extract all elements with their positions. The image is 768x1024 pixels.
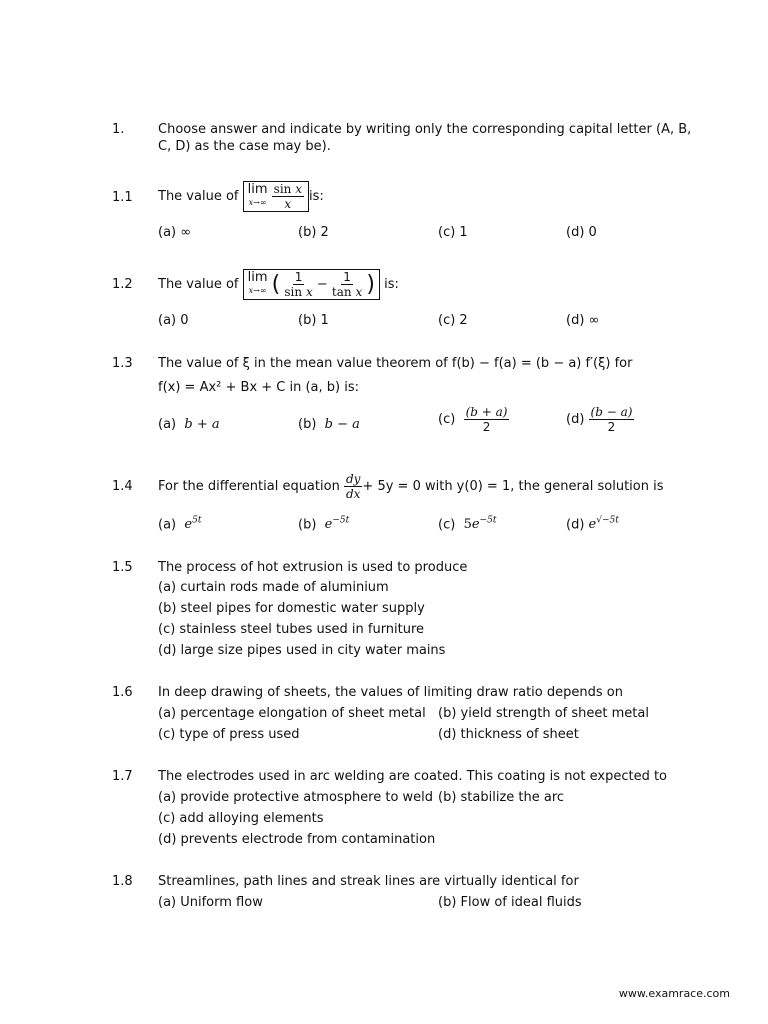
q1-1-option-a: (a) ∞ (158, 225, 192, 240)
q1-8-option-b: (b) Flow of ideal fluids (438, 895, 582, 910)
q1-1-option-b: (b) 2 (298, 225, 329, 240)
footer-website: www.examrace.com (618, 987, 730, 1000)
q1-5-option-a: (a) curtain rods made of aluminium (158, 580, 389, 595)
q1-number: 1. (112, 122, 125, 137)
q1-1-prefix: The value of (158, 188, 239, 204)
q1-3-line1: The value of ξ in the mean value theorem of f(b) − f(a) = (b − a) f′(ξ) for (158, 356, 633, 371)
q1-7-option-c: (c) add alloying elements (158, 811, 324, 826)
q1-6-text: In deep drawing of sheets, the values of limiting draw ratio depends on (158, 685, 623, 700)
q1-5-option-d: (d) large size pipes used in city water mains (158, 643, 446, 658)
q1-2-number: 1.2 (112, 277, 133, 292)
q1-text-line2: C, D) as the case may be). (158, 139, 331, 154)
q1-2-suffix: is: (384, 276, 399, 292)
q1-4-derivative: $\frac{dy}{dx}$ (345, 471, 361, 501)
q1-4-option-b: (b) $e^{-5t}$ (298, 516, 350, 533)
q1-4-prefix: For the differential equation (158, 478, 340, 494)
q1-1-stem (158, 176, 324, 216)
q1-3-line2: f(x) = Ax² + Bx + C in (a, b) is: (158, 380, 360, 395)
q1-2-limit-expression: lim x→∞ ( $\frac{1}{\text{sin x}}$ − $\frac{1}{\text{tan x}}$ ) (243, 269, 380, 300)
q1-6-option-b: (b) yield strength of sheet metal (438, 706, 649, 721)
q1-4-number: 1.4 (112, 479, 133, 494)
q1-7-option-b: (b) stabilize the arc (438, 790, 565, 805)
q1-2-stem (158, 264, 399, 304)
q1-3-option-a: (a) b + a (158, 417, 220, 432)
q1-8-number: 1.8 (112, 874, 133, 889)
q1-3-option-c: (c) $\frac{(b + a)}{2}$ (438, 405, 508, 434)
q1-1-number: 1.1 (112, 190, 133, 205)
q1-8-text: Streamlines, path lines and streak lines are virtually identical for (158, 874, 579, 889)
q1-5-number: 1.5 (112, 560, 133, 575)
q1-2-prefix: The value of (158, 276, 239, 292)
q1-5-option-c: (c) stainless steel tubes used in furniture (158, 622, 425, 637)
q1-2-option-b: (b) 1 (298, 313, 329, 328)
q1-6-option-d: (d) thickness of sheet (438, 727, 579, 742)
q1-5-text: The process of hot extrusion is used to produce (158, 560, 468, 575)
q1-1-option-d: (d) 0 (566, 225, 597, 240)
q1-3-option-b: (b) b − a (298, 417, 360, 432)
q1-1-limit-expression: lim x→∞ $\frac{\text{sin x}}{x}$ (243, 181, 309, 212)
q1-1-suffix: is: (308, 188, 324, 204)
q1-6-number: 1.6 (112, 685, 133, 700)
q1-4-stem (158, 468, 664, 504)
q1-8-option-a: (a) Uniform flow (158, 895, 263, 910)
q1-6-option-a: (a) percentage elongation of sheet metal (158, 706, 426, 721)
q1-4-option-c: (c) $5e^{-5t}$ (438, 516, 497, 533)
q1-text-line1: Choose answer and indicate by writing only the corresponding capital letter (A, B, (158, 122, 692, 137)
q1-5-option-b: (b) steel pipes for domestic water supply (158, 601, 425, 616)
q1-2-option-a: (a) 0 (158, 313, 189, 328)
q1-3-option-d: (d) $\frac{(b - a)}{2}$ (566, 405, 633, 434)
q1-4-option-d: (d) $e^{√-5t}$ (566, 516, 619, 533)
q1-6-option-c: (c) type of press used (158, 727, 300, 742)
q1-4-option-a: (a) $e^{5t}$ (158, 516, 202, 533)
q1-2-option-c: (c) 2 (438, 313, 468, 328)
q1-1-option-c: (c) 1 (438, 225, 468, 240)
q1-7-number: 1.7 (112, 769, 133, 784)
q1-2-option-d: (d) ∞ (566, 313, 600, 328)
q1-7-text: The electrodes used in arc welding are coated. This coating is not expected to (158, 769, 668, 784)
q1-7-option-d: (d) prevents electrode from contamination (158, 832, 436, 847)
q1-3-number: 1.3 (112, 356, 133, 371)
q1-7-option-a: (a) provide protective atmosphere to weld (158, 790, 434, 805)
q1-4-mid: + 5y = 0 with y(0) = 1, the general solution is (362, 478, 664, 494)
